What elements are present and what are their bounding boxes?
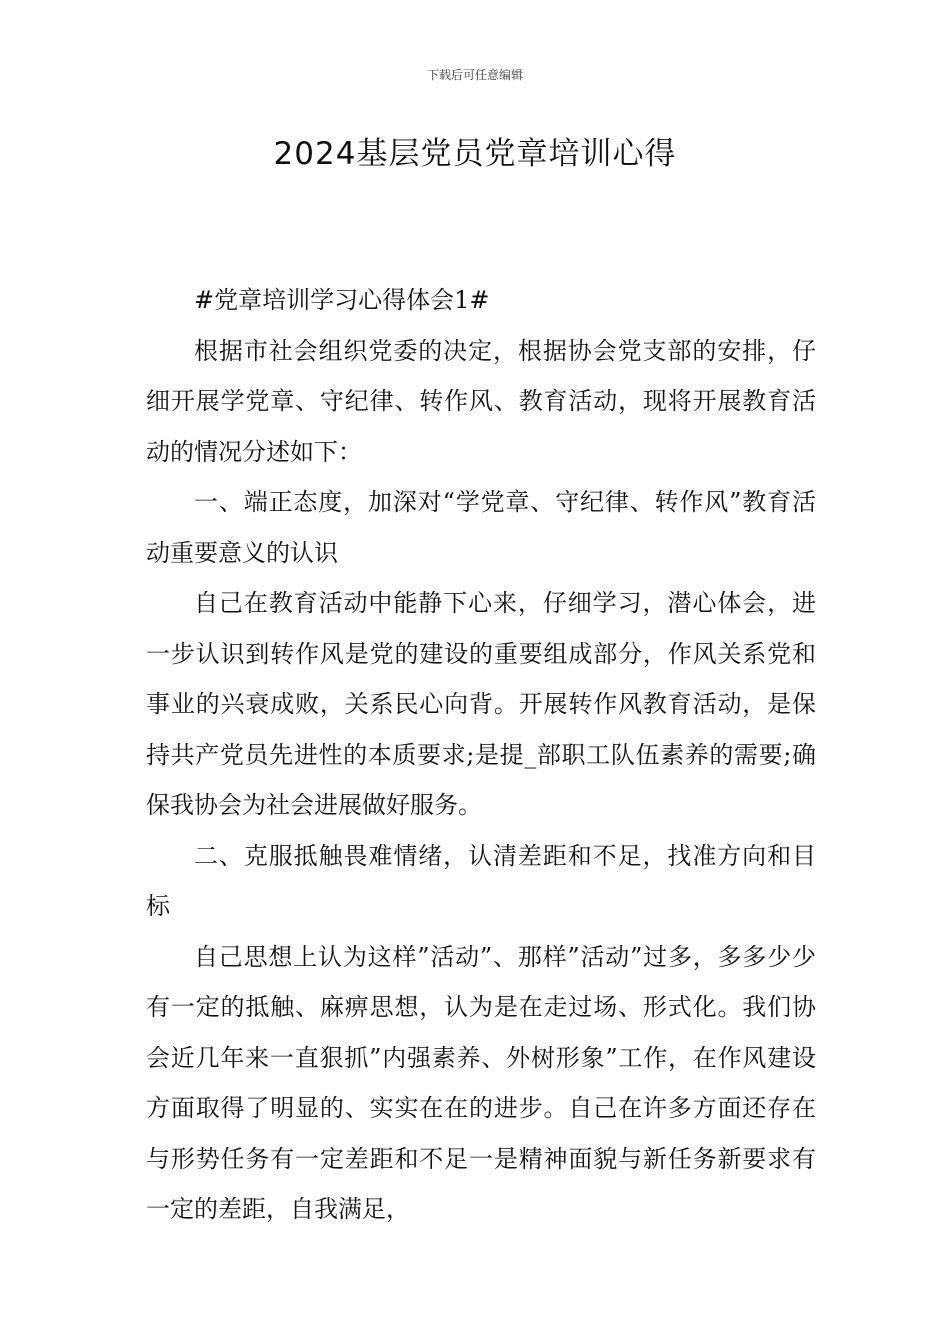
paragraph-heading-one: 一、端正态度，加深对“学党章、守纪律、转作风”教育活动重要意义的认识 [146, 488, 816, 567]
header-note: 下载后可任意编辑 [426, 68, 523, 82]
paragraph-section-heading: #党章培训学习心得体会1# [194, 286, 490, 314]
paragraph-body-one: 自己在教育活动中能静下心来，仔细学习，潜心体会，进一步认识到转作风是党的建设的重要组成部分，作风关系党和事业的兴衰成败，关系民心向背。开展转作风教育活动，是保持共产党员先进性的本质要求;是提_部职工队伍素养的需要;确保我协会为社会进展做好服务。 [146, 589, 816, 819]
document-title: 2024基层党员党章培训心得 [273, 136, 677, 172]
document-body [146, 275, 816, 1235]
paragraph-heading-two: 二、克服抵触畏难情绪，认清差距和不足，找准方向和目标 [146, 841, 816, 920]
paragraph-intro: 根据市社会组织党委的决定，根据协会党支部的安排，仔细开展学党章、守纪律、转作风、教育活动，现将开展教育活动的情况分述如下： [146, 336, 816, 466]
paragraph-body-two: 自己思想上认为这样”活动”、那样”活动”过多，多多少少有一定的抵触、麻痹思想，认为是在走过场、形式化。我们协会近几年来一直狠抓”内强素养、外树形象”工作，在作风建设方面取得了明显的、实实在在的进步。自己在许多方面还存在与形势任务有一定差距和不足一是精神面貌与新任务新要求有一定的差距，自我满足， [146, 942, 816, 1223]
